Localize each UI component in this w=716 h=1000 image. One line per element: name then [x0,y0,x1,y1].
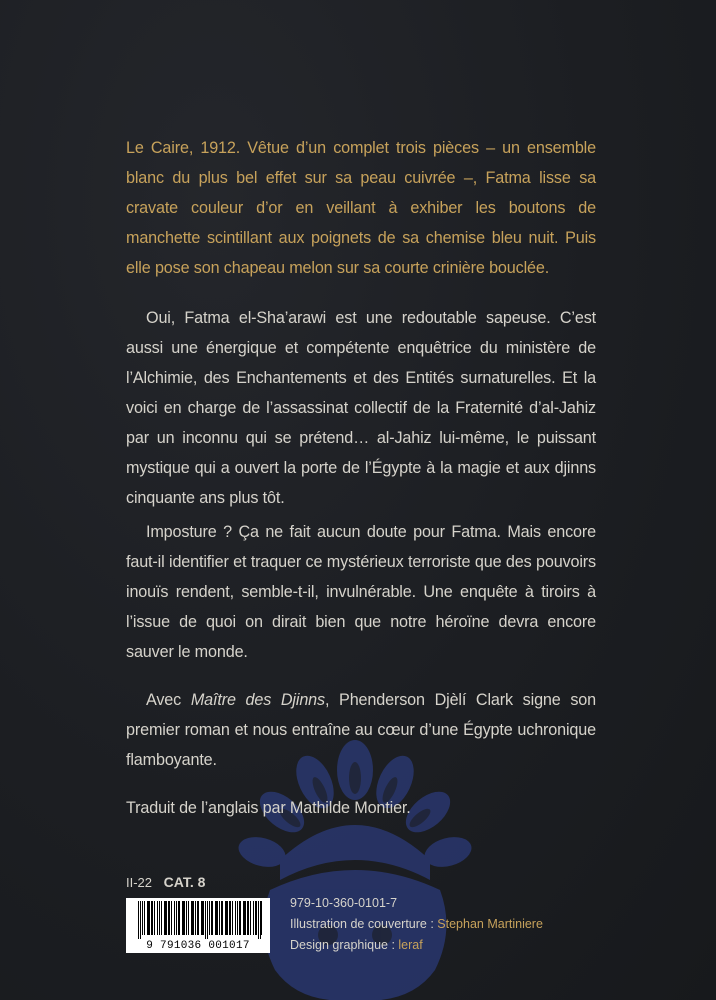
book-title: Maître des Djinns [190,691,325,709]
designer-name: leraf [398,938,423,952]
isbn: 979-10-360-0101-7 [290,896,398,910]
blurb [126,133,596,823]
illustration-credit [290,914,543,935]
blurb-paragraph-4-suffix: , Phenderson Djèlí Clark signe son premier roman et nous entraîne au cœur d’une Égypte uchronique flamboyante. [126,691,596,769]
illustration-label: Illustration de couverture : [290,917,438,931]
catalog-code: II-22 [126,875,153,890]
design-label: Design graphique : [290,938,399,952]
barcode [126,898,270,953]
illustrator-name: Stephan Martiniere [437,917,543,931]
translator-credit: Traduit de l’anglais par Mathilde Montier. [126,799,411,817]
blurb-paragraph-4 [126,685,596,775]
catalog-category: CAT. 8 [163,874,206,890]
design-credit [290,935,543,956]
blurb-paragraph-2: Oui, Fatma el-Sha’arawi est une redoutable sapeuse. C’est aussi une énergique et compétente enquêtrice du ministère de l’Alchimie, des Enchantements et des Entités surnaturelles. Et la voici en charge de l’assassinat collectif de la Fraternité d’al-Jahiz par un inconnu qui se prétend… al-Jahiz lui-même, le puissant mystique qui a ouvert la porte de l’Égypte à la magie et aux djinns cinquante ans plus tôt. [126,309,596,507]
credits [290,893,543,956]
blurb-paragraph-4-prefix: Avec [146,691,191,709]
barcode-bars-icon [126,898,270,940]
blurb-paragraph-3: Imposture ? Ça ne fait aucun doute pour Fatma. Mais encore faut-il identifier et traquer ce mystérieux terroriste que des pouvoirs inouïs rendent, semble-t-il, invulnérable. Une enquête à tiroirs à l’issue de quoi on dirait bien que notre héroïne devra encore sauver le monde. [126,523,596,661]
blurb-intro: Le Caire, 1912. Vêtue d’un complet trois pièces – un ensemble blanc du plus bel effet sur sa peau cuivrée –, Fatma lisse sa cravate couleur d’or en veillant à exhiber les boutons de manchette scintillant aux poignets de sa chemise bleu nuit. Puis elle pose son chapeau melon sur sa courte crinière bouclée. [126,139,596,277]
catalog-line [126,874,205,891]
barcode-digits: 9 791036 001017 [146,940,250,952]
